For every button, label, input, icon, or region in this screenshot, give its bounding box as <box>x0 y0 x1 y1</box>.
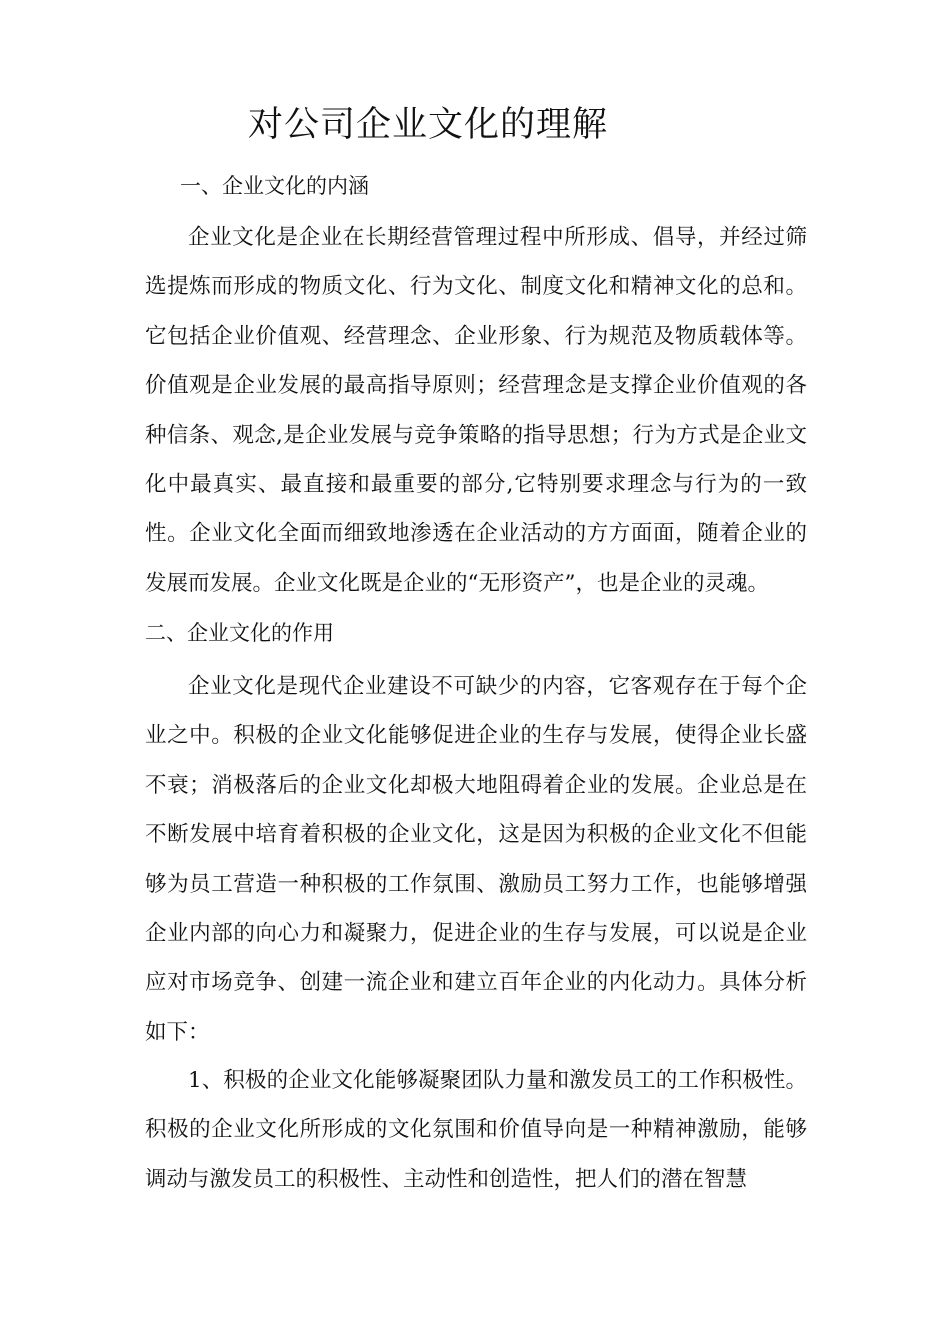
paragraph-connotation: 企业文化是企业在长期经营管理过程中所形成、倡导，并经过筛选提炼而形成的物质文化、行为文化、制度文化和精神文化的总和。它包括企业价值观、经营理念、企业形象、行为规范及物质载体等。价值观是企业发展的最高指导原则；经营理念是支撑企业价值观的各种信条、观念,是企业发展与竞争策略的指导思想；行为方式是企业文化中最真实、最直接和最重要的部分,它特别要求理念与行为的一致性。企业文化全面而细致地渗透在企业活动的方方面面，随着企业的发展而发展。企业文化既是企业的“无形资产”，也是企业的灵魂。 <box>145 225 807 596</box>
paragraph-role: 企业文化是现代企业建设不可缺少的内容，它客观存在于每个企业之中。积极的企业文化能够促进企业的生存与发展，使得企业长盛不衰；消极落后的企业文化却极大地阻碍着企业的发展。企业总是在不断发展中培育着积极的企业文化，这是因为积极的企业文化不但能够为员工营造一种积极的工作氛围、激励员工努力工作，也能够增强企业内部的向心力和凝聚力，促进企业的生存与发展，可以说是企业应对市场竞争、创建一流企业和建立百年企业的内化动力。具体分析如下： <box>145 674 807 1045</box>
section-heading-connotation: 一、企业文化的内涵 <box>180 174 369 198</box>
section-heading-role: 二、企业文化的作用 <box>145 621 334 645</box>
document-title: 对公司企业文化的理解 <box>248 105 609 145</box>
paragraph-point-1: 1、积极的企业文化能够凝聚团队力量和激发员工的工作积极性。积极的企业文化所形成的文化氛围和价值导向是一种精神激励，能够调动与激发员工的积极性、主动性和创造性，把人们的潜在智慧 <box>145 1068 807 1192</box>
